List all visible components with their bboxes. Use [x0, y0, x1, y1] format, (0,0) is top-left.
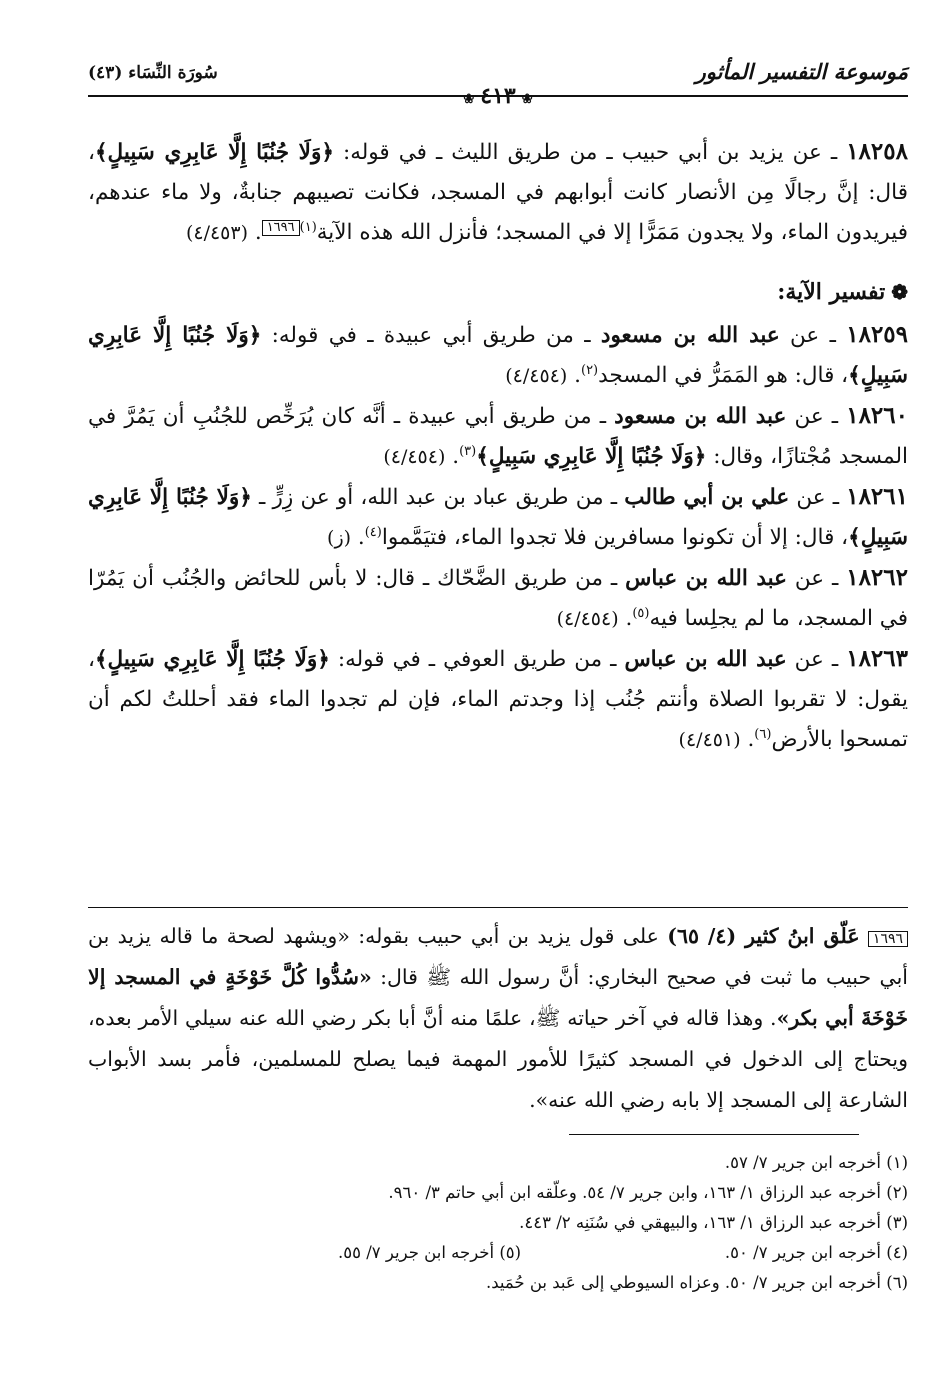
ornament-icon: ❀ [521, 92, 533, 107]
quran-quote: ﴿وَلَا جُنُبًا إِلَّا عَابِرِي سَبِيلٍ﴾ [88, 485, 908, 550]
commentary-block [88, 907, 908, 1121]
entry-text: ـ عن [779, 323, 847, 348]
footnote-rule [569, 1134, 859, 1135]
commentary-body: على قول يزيد بن أبي حبيب بقوله: «ويشهد لصحة ما قاله يزيد بن أبي حبيب ما ثبت في صحيح البخاري: أنَّ رسول الله ﷺ قال: [88, 924, 908, 989]
commentary-marker: ١٦٩٦ [868, 931, 908, 947]
entry-number: ١٨٢٦٣ [846, 645, 908, 672]
narrator-name: عبد الله بن عباس [624, 647, 787, 672]
footnote: (٤) أخرجه ابن جرير ٧/ ٥٠. [724, 1243, 908, 1262]
narration-entry [88, 639, 908, 760]
footnote-marker: (٢) [580, 362, 599, 378]
entry-text: ـ من طريق الضَّحّاك ـ قال: لا بأس للحائض والجُنُب أن يَمُرّا في المسجد، ما لم يجلِسا فيه [88, 566, 908, 631]
entry-text: ـ عن يزيد بن أبي حبيب ـ من طريق الليث ـ في قوله: [333, 140, 847, 165]
entry-text: ـ عن [789, 485, 847, 510]
hadith-quote: «سُدُّوا كُلَّ خَوْخَةٍ في المسجد إلا خَوْخَةَ أبي بكر» [88, 965, 908, 1030]
narrator-name: علي بن أبي طالب [624, 485, 790, 510]
page-number: ٤١٣ [480, 83, 516, 109]
footnote-pair [88, 1238, 908, 1268]
commentary-marker: ١٦٩٦ [262, 220, 300, 236]
footnote: (٦) أخرجه ابن جرير ٧/ ٥٠. وعزاه السيوطي إلى عَبد بن حُمَيد. [485, 1273, 908, 1292]
narration-entry [88, 477, 908, 558]
footnote-marker: (٣) [459, 443, 477, 459]
entry-number: ١٨٢٦٠ [846, 402, 908, 429]
narrator-name: عبد الله بن مسعود [614, 404, 787, 429]
entry-text: ـ من طريق عباد بن عبد الله، أو عن زِرٍّ ـ [251, 485, 625, 510]
entry-text: ـ من طريق أبي عبيدة ـ في قوله: [261, 323, 601, 348]
main-text [88, 132, 908, 760]
running-header [88, 55, 908, 109]
quran-quote: ﴿وَلَا جُنُبًا إِلَّا عَابِرِي سَبِيلٍ﴾ [88, 323, 908, 388]
header-rule [88, 95, 908, 97]
entry-text: ـ عن [786, 404, 847, 429]
entry-text: ـ عن [787, 566, 847, 591]
entry-number: ١٨٢٥٩ [846, 321, 909, 348]
entry-text: ، قال: إلا أن تكونوا مسافرين فلا تجدوا الماء، فتيَمَّموا [381, 525, 849, 550]
footnote: (٣) أخرجه عبد الرزاق ١/ ١٦٣، والبيهقي في سُنَنِه ٢/ ٤٤٣. [519, 1213, 908, 1232]
entry-text: . [740, 727, 755, 752]
entry-text: . [567, 363, 581, 388]
footnote: (٥) أخرجه ابن جرير ٧/ ٥٥. [338, 1243, 522, 1262]
commentary-text [88, 916, 908, 1121]
section-title: تفسير الآية: [777, 279, 886, 305]
entry-text: ـ عن [786, 647, 847, 672]
source-reference: (٤/٤٥٤) [505, 365, 568, 387]
source-reference: (٤/٤٥١) [678, 729, 741, 751]
footnote-marker: (٥) [632, 605, 650, 621]
narration-entry [88, 558, 908, 639]
entry-text: ـ من طريق العوفي ـ في قوله: [329, 647, 625, 672]
source-reference: (٤/٤٥٣) [185, 222, 249, 244]
source-reference: (ز) [327, 527, 352, 549]
entry-number: ١٨٢٦١ [846, 483, 908, 510]
flower-icon: ❁ [891, 280, 908, 304]
quran-quote: ﴿وَلَا جُنُبًا إِلَّا عَابِرِي سَبِيلٍ﴾ [94, 140, 334, 165]
book-title: مَوسوعة التفسير المأثور [695, 59, 908, 84]
quran-quote: ﴿وَلَا جُنُبًا إِلَّا عَابِرِي سَبِيلٍ﴾ [476, 444, 707, 469]
commentator-name: عَلّق ابنُ كثير (٤/ ٦٥) [667, 924, 860, 948]
narration-entry [88, 132, 908, 253]
footnotes [88, 1148, 908, 1298]
footnote: (١) أخرجه ابن جرير ٧/ ٥٧. [724, 1153, 908, 1172]
source-reference: (٤/٤٥٤) [383, 446, 446, 468]
entry-text: . [618, 606, 633, 631]
footnote-marker: (٦) [754, 726, 772, 742]
entry-text: . [445, 444, 460, 469]
entry-text: . [248, 220, 262, 245]
narration-entry [88, 315, 908, 396]
narrator-name: عبد الله بن مسعود [600, 323, 780, 348]
source-reference: (٤/٤٥٤) [556, 608, 619, 630]
entry-text: ، قال: إنَّ رجالًا مِن الأنصار كانت أبوابهم في المسجد، فكانت تصيبهم جنابةٌ، ولا ماء عندهم، فيريدون الماء، ولا يجدون مَمَرًّا إلا في المسجد؛ فأنزل الله هذه الآية [88, 140, 908, 245]
footnote: (٢) أخرجه عبد الرزاق ١/ ١٦٣، وابن جرير ٧/ ٥٤. وعلّقه ابن أبي حاتم ٣/ ٩٦٠. [388, 1183, 908, 1202]
footnote-marker: (١) [299, 219, 317, 235]
entry-number: ١٨٢٦٢ [846, 564, 908, 591]
section-heading [88, 273, 908, 311]
entry-text: ، قال: هو المَمَرُّ في المسجد [598, 363, 849, 388]
entry-text: . [351, 525, 365, 550]
footnote-marker: (٤) [364, 524, 382, 540]
commentary-body: . وهذا قاله في آخر حياته ﷺ، علمًا منه أنَّ أبا بكر رضي الله عنه سيلي الأمر بعده، ويحتاج إلى الدخول في المسجد كثيرًا للأمور المهمة فيما يصلح للمسلمين، فأمر بسد الأبواب الشارعة إلى المسجد إلا بابه رضي الله عنه». [88, 1006, 908, 1112]
entry-text: ـ من طريق أبي عبيدة ـ أنَّه كان يُرَخِّص للجُنُبِ أن يَمُرَّ في المسجد مُجْتازًا، وقال: [88, 404, 908, 469]
surah-title: سُورَة النِّسَاء (٤٣) [88, 63, 218, 83]
entry-text: ، يقول: لا تقربوا الصلاة وأنتم جُنُب إذا وجدتم الماء، فإن لم تجدوا الماء فقد أحللتُ لكم أن تمسحوا بالأرض [88, 647, 908, 752]
ornament-icon: ❀ [463, 92, 475, 107]
narrator-name: عبد الله بن عباس [625, 566, 787, 591]
quran-quote: ﴿وَلَا جُنُبًا إِلَّا عَابِرِي سَبِيلٍ﴾ [94, 647, 330, 672]
entry-number: ١٨٢٥٨ [846, 138, 908, 165]
narration-entry [88, 396, 908, 477]
